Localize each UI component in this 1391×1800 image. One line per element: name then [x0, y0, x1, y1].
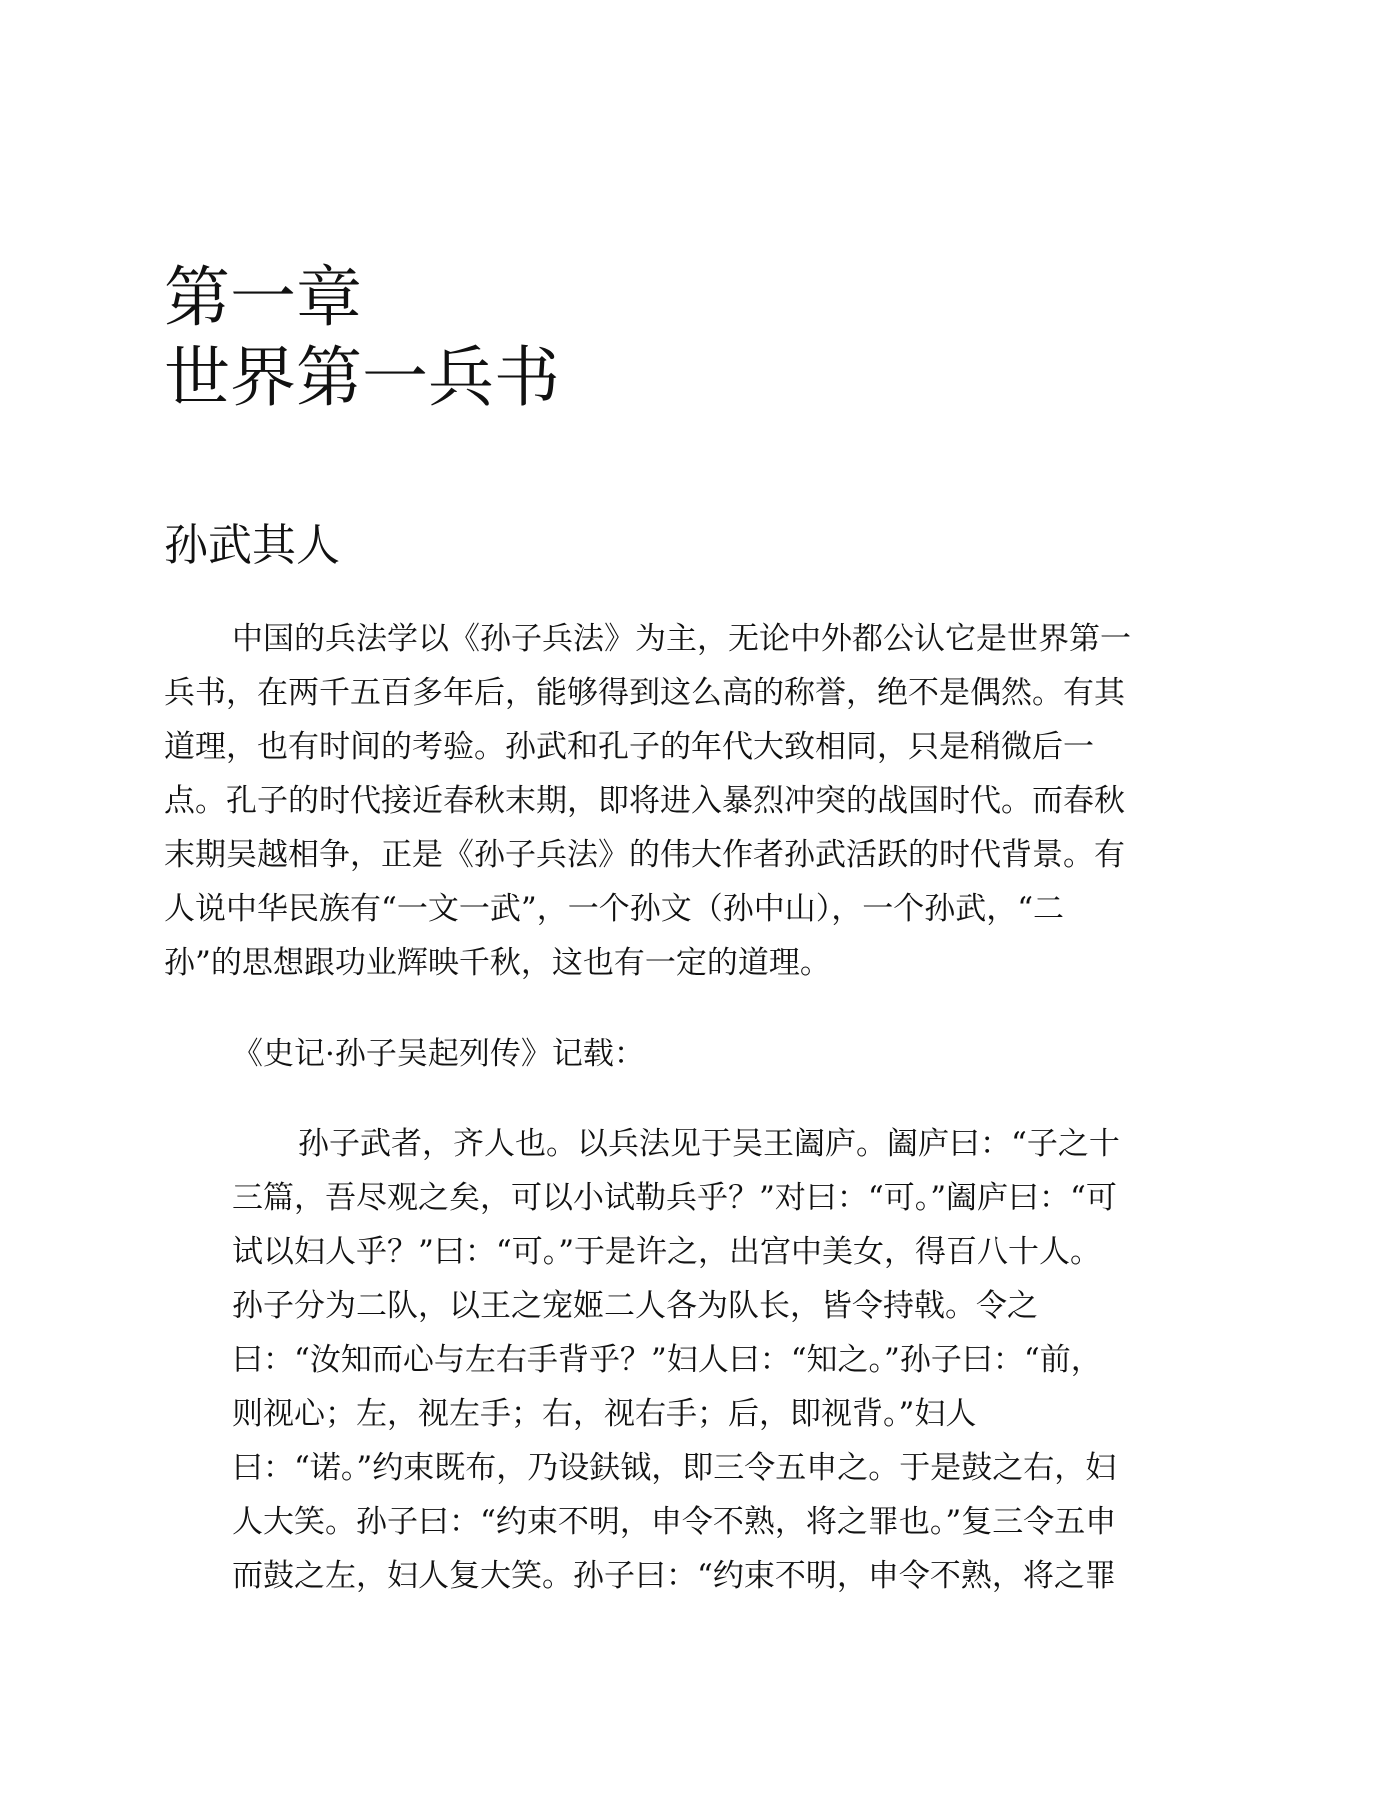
quote-line: 三篇，吾尽观之矣，可以小试勒兵乎？”对曰：“可。”阖庐曰：“可	[232, 1180, 1117, 1216]
paragraph-line: 孙”的思想跟功业辉映千秋，这也有一定的道理。	[164, 945, 831, 981]
quote-line: 而鼓之左，妇人复大笑。孙子曰：“约束不明，申令不熟，将之罪	[232, 1558, 1116, 1594]
quote-line: 则视心；左，视左手；右，视右手；后，即视背。”妇人	[232, 1396, 977, 1432]
chapter-title: 世界第一兵书	[164, 339, 560, 416]
paragraph-line: 点。孔子的时代接近春秋末期，即将进入暴烈冲突的战国时代。而春秋	[164, 783, 1125, 819]
section-heading: 孙武其人	[164, 520, 340, 571]
quote-line: 试以妇人乎？”曰：“可。”于是许之，出宫中美女，得百八十人。	[232, 1234, 1102, 1270]
paragraph-line: 人说中华民族有“一文一武”，一个孙文（孙中山），一个孙武，“二	[164, 891, 1065, 927]
paragraph-line: 末期吴越相争，正是《孙子兵法》的伟大作者孙武活跃的时代背景。有	[164, 837, 1125, 873]
paragraph-line: 中国的兵法学以《孙子兵法》为主，无论中外都公认它是世界第一	[232, 621, 1131, 657]
chapter-number: 第一章	[164, 259, 362, 336]
paragraph-line: 道理，也有时间的考验。孙武和孔子的年代大致相同，只是稍微后一	[164, 729, 1094, 765]
quote-line: 人大笑。孙子曰：“约束不明，申令不熟，将之罪也。”复三令五申	[232, 1504, 1117, 1540]
quote-line: 曰：“诺。”约束既布，乃设鈇钺，即三令五申之。于是鼓之右，妇	[232, 1450, 1117, 1486]
quote-line: 曰：“汝知而心与左右手背乎？”妇人曰：“知之。”孙子曰：“前，	[232, 1342, 1102, 1378]
quote-line: 孙子分为二队，以王之宠姬二人各为队长，皆令持戟。令之	[232, 1288, 1038, 1324]
quote-line: 孙子武者，齐人也。以兵法见于吴王阖庐。阖庐曰：“子之十	[298, 1126, 1120, 1162]
paragraph-line: 兵书，在两千五百多年后，能够得到这么高的称誉，绝不是偶然。有其	[164, 675, 1125, 711]
source-citation: 《史记·孙子吴起列传》记载：	[232, 1036, 645, 1072]
